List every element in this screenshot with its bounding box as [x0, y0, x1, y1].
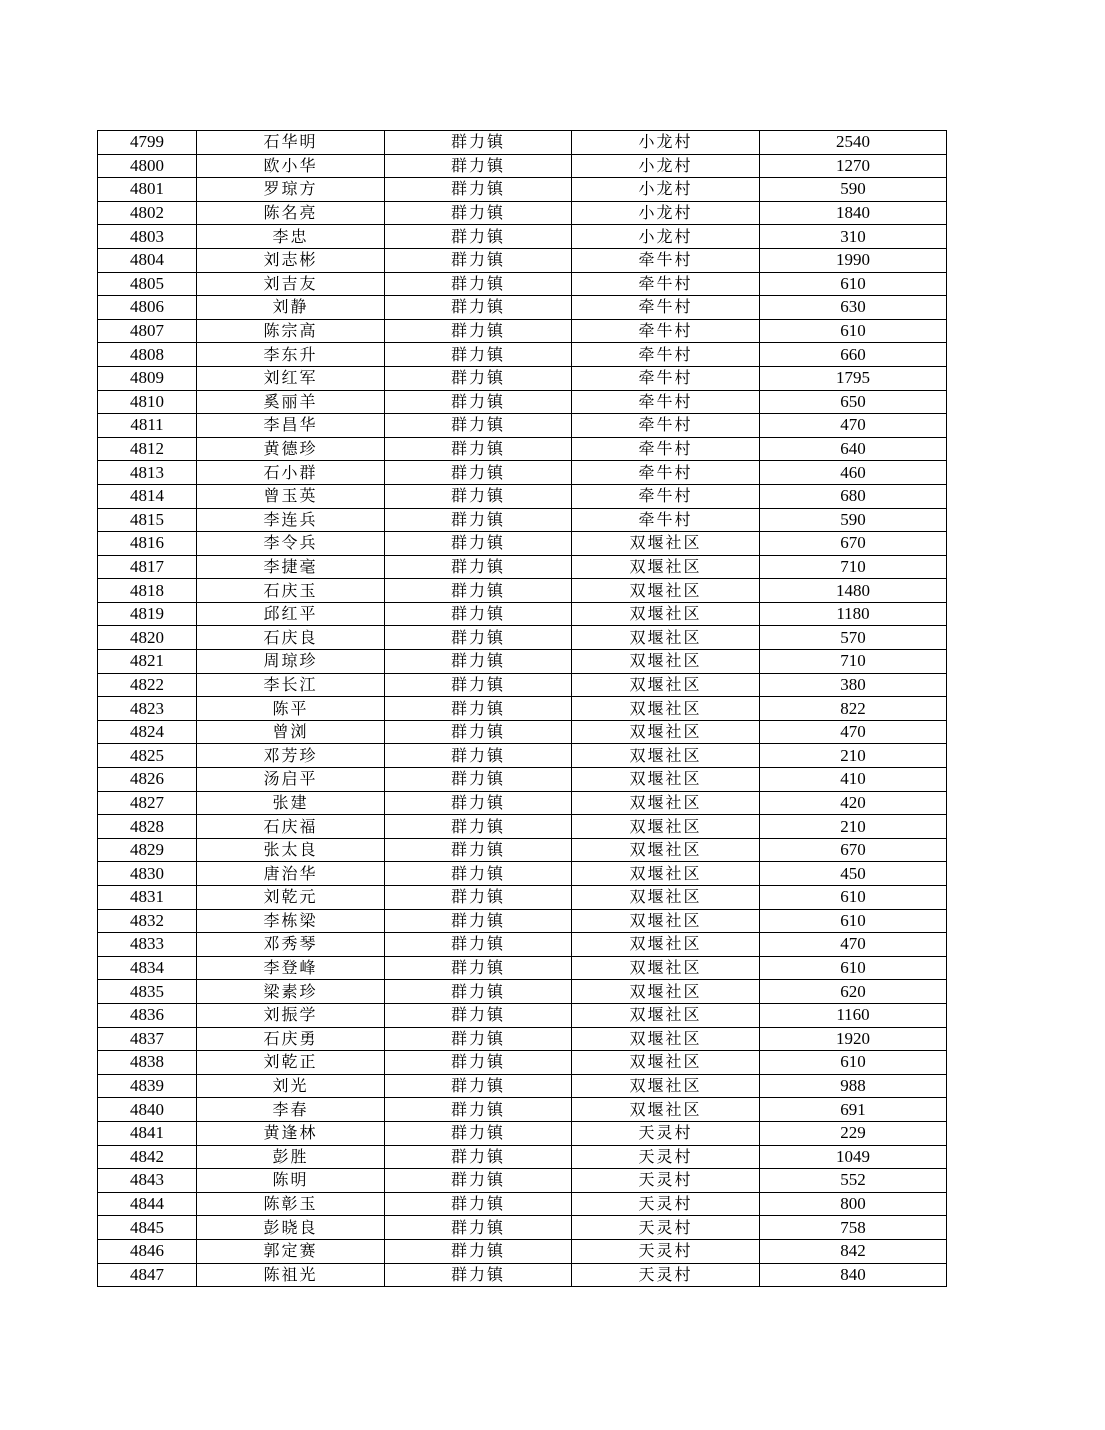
amount-cell: 410 — [760, 768, 947, 792]
village-cell: 双堰社区 — [572, 933, 760, 957]
row-number-cell: 4844 — [98, 1192, 197, 1216]
town-cell: 群力镇 — [385, 461, 572, 485]
row-number-cell: 4818 — [98, 579, 197, 603]
row-number-cell: 4799 — [98, 131, 197, 155]
town-cell: 群力镇 — [385, 909, 572, 933]
town-cell: 群力镇 — [385, 673, 572, 697]
village-cell: 天灵村 — [572, 1239, 760, 1263]
table-row — [98, 437, 947, 461]
amount-cell: 610 — [760, 909, 947, 933]
name-cell: 欧小华 — [197, 154, 385, 178]
row-number-cell: 4845 — [98, 1216, 197, 1240]
row-number-cell: 4837 — [98, 1027, 197, 1051]
town-cell: 群力镇 — [385, 886, 572, 910]
name-cell: 邱红平 — [197, 602, 385, 626]
table-row — [98, 933, 947, 957]
village-cell: 小龙村 — [572, 201, 760, 225]
name-cell: 张太良 — [197, 838, 385, 862]
amount-cell: 1795 — [760, 366, 947, 390]
name-cell: 周琼珍 — [197, 650, 385, 674]
town-cell: 群力镇 — [385, 815, 572, 839]
town-cell: 群力镇 — [385, 933, 572, 957]
name-cell: 陈彰玉 — [197, 1192, 385, 1216]
amount-cell: 2540 — [760, 131, 947, 155]
row-number-cell: 4811 — [98, 414, 197, 438]
amount-cell: 460 — [760, 461, 947, 485]
name-cell: 邓秀琴 — [197, 933, 385, 957]
table-row — [98, 626, 947, 650]
row-number-cell: 4814 — [98, 484, 197, 508]
row-number-cell: 4808 — [98, 343, 197, 367]
name-cell: 曾玉英 — [197, 484, 385, 508]
name-cell: 李连兵 — [197, 508, 385, 532]
row-number-cell: 4815 — [98, 508, 197, 532]
amount-cell: 630 — [760, 296, 947, 320]
name-cell: 石庆良 — [197, 626, 385, 650]
amount-cell: 670 — [760, 838, 947, 862]
name-cell: 李昌华 — [197, 414, 385, 438]
amount-cell: 988 — [760, 1074, 947, 1098]
name-cell: 刘乾元 — [197, 886, 385, 910]
name-cell: 陈明 — [197, 1169, 385, 1193]
table-row — [98, 154, 947, 178]
town-cell: 群力镇 — [385, 532, 572, 556]
town-cell: 群力镇 — [385, 579, 572, 603]
village-cell: 双堰社区 — [572, 886, 760, 910]
row-number-cell: 4841 — [98, 1121, 197, 1145]
name-cell: 石庆玉 — [197, 579, 385, 603]
table-row — [98, 720, 947, 744]
village-cell: 双堰社区 — [572, 956, 760, 980]
town-cell: 群力镇 — [385, 1074, 572, 1098]
village-cell: 天灵村 — [572, 1145, 760, 1169]
village-cell: 牵牛村 — [572, 461, 760, 485]
town-cell: 群力镇 — [385, 414, 572, 438]
table-row — [98, 390, 947, 414]
table-row — [98, 838, 947, 862]
village-cell: 牵牛村 — [572, 343, 760, 367]
row-number-cell: 4813 — [98, 461, 197, 485]
amount-cell: 1920 — [760, 1027, 947, 1051]
table-row — [98, 1169, 947, 1193]
village-cell: 牵牛村 — [572, 437, 760, 461]
name-cell: 唐治华 — [197, 862, 385, 886]
row-number-cell: 4826 — [98, 768, 197, 792]
table-row — [98, 791, 947, 815]
amount-cell: 650 — [760, 390, 947, 414]
amount-cell: 620 — [760, 980, 947, 1004]
town-cell: 群力镇 — [385, 1027, 572, 1051]
table-row — [98, 886, 947, 910]
table-row — [98, 650, 947, 674]
amount-cell: 610 — [760, 1051, 947, 1075]
name-cell: 刘乾正 — [197, 1051, 385, 1075]
amount-cell: 758 — [760, 1216, 947, 1240]
name-cell: 郭定赛 — [197, 1239, 385, 1263]
row-number-cell: 4834 — [98, 956, 197, 980]
name-cell: 刘吉友 — [197, 272, 385, 296]
row-number-cell: 4800 — [98, 154, 197, 178]
town-cell: 群力镇 — [385, 697, 572, 721]
village-cell: 双堰社区 — [572, 602, 760, 626]
row-number-cell: 4827 — [98, 791, 197, 815]
row-number-cell: 4839 — [98, 1074, 197, 1098]
table-row — [98, 366, 947, 390]
table-row — [98, 319, 947, 343]
town-cell: 群力镇 — [385, 201, 572, 225]
town-cell: 群力镇 — [385, 343, 572, 367]
table-row — [98, 1003, 947, 1027]
amount-cell: 822 — [760, 697, 947, 721]
town-cell: 群力镇 — [385, 154, 572, 178]
row-number-cell: 4821 — [98, 650, 197, 674]
village-cell: 双堰社区 — [572, 1027, 760, 1051]
amount-cell: 670 — [760, 532, 947, 556]
name-cell: 曾浏 — [197, 720, 385, 744]
name-cell: 刘静 — [197, 296, 385, 320]
row-number-cell: 4801 — [98, 178, 197, 202]
village-cell: 牵牛村 — [572, 272, 760, 296]
amount-cell: 1049 — [760, 1145, 947, 1169]
amount-cell: 710 — [760, 650, 947, 674]
name-cell: 陈祖光 — [197, 1263, 385, 1287]
row-number-cell: 4833 — [98, 933, 197, 957]
amount-cell: 210 — [760, 815, 947, 839]
town-cell: 群力镇 — [385, 602, 572, 626]
amount-cell: 470 — [760, 933, 947, 957]
roster-table — [97, 130, 947, 1287]
table-row — [98, 815, 947, 839]
village-cell: 天灵村 — [572, 1192, 760, 1216]
amount-cell: 710 — [760, 555, 947, 579]
roster-table-body — [98, 131, 947, 1287]
amount-cell: 610 — [760, 956, 947, 980]
amount-cell: 1160 — [760, 1003, 947, 1027]
row-number-cell: 4825 — [98, 744, 197, 768]
name-cell: 彭晓良 — [197, 1216, 385, 1240]
name-cell: 陈平 — [197, 697, 385, 721]
row-number-cell: 4824 — [98, 720, 197, 744]
town-cell: 群力镇 — [385, 366, 572, 390]
village-cell: 牵牛村 — [572, 414, 760, 438]
name-cell: 李登峰 — [197, 956, 385, 980]
town-cell: 群力镇 — [385, 131, 572, 155]
town-cell: 群力镇 — [385, 838, 572, 862]
town-cell: 群力镇 — [385, 744, 572, 768]
amount-cell: 210 — [760, 744, 947, 768]
village-cell: 天灵村 — [572, 1121, 760, 1145]
village-cell: 双堰社区 — [572, 980, 760, 1004]
row-number-cell: 4840 — [98, 1098, 197, 1122]
town-cell: 群力镇 — [385, 1216, 572, 1240]
table-row — [98, 225, 947, 249]
table-row — [98, 1216, 947, 1240]
town-cell: 群力镇 — [385, 720, 572, 744]
amount-cell: 470 — [760, 720, 947, 744]
table-row — [98, 1027, 947, 1051]
village-cell: 双堰社区 — [572, 697, 760, 721]
town-cell: 群力镇 — [385, 178, 572, 202]
village-cell: 牵牛村 — [572, 296, 760, 320]
town-cell: 群力镇 — [385, 791, 572, 815]
town-cell: 群力镇 — [385, 1239, 572, 1263]
name-cell: 梁素珍 — [197, 980, 385, 1004]
row-number-cell: 4805 — [98, 272, 197, 296]
village-cell: 双堰社区 — [572, 555, 760, 579]
row-number-cell: 4812 — [98, 437, 197, 461]
town-cell: 群力镇 — [385, 626, 572, 650]
table-row — [98, 296, 947, 320]
row-number-cell: 4823 — [98, 697, 197, 721]
amount-cell: 610 — [760, 319, 947, 343]
table-row — [98, 768, 947, 792]
village-cell: 双堰社区 — [572, 862, 760, 886]
town-cell: 群力镇 — [385, 956, 572, 980]
town-cell: 群力镇 — [385, 296, 572, 320]
table-row — [98, 1145, 947, 1169]
table-row — [98, 1074, 947, 1098]
row-number-cell: 4806 — [98, 296, 197, 320]
amount-cell: 420 — [760, 791, 947, 815]
amount-cell: 380 — [760, 673, 947, 697]
village-cell: 双堰社区 — [572, 838, 760, 862]
village-cell: 牵牛村 — [572, 508, 760, 532]
row-number-cell: 4828 — [98, 815, 197, 839]
amount-cell: 310 — [760, 225, 947, 249]
amount-cell: 450 — [760, 862, 947, 886]
row-number-cell: 4802 — [98, 201, 197, 225]
table-row — [98, 1051, 947, 1075]
village-cell: 天灵村 — [572, 1263, 760, 1287]
row-number-cell: 4807 — [98, 319, 197, 343]
name-cell: 邓芳珍 — [197, 744, 385, 768]
amount-cell: 660 — [760, 343, 947, 367]
town-cell: 群力镇 — [385, 768, 572, 792]
village-cell: 双堰社区 — [572, 791, 760, 815]
amount-cell: 1990 — [760, 248, 947, 272]
row-number-cell: 4819 — [98, 602, 197, 626]
name-cell: 刘志彬 — [197, 248, 385, 272]
table-row — [98, 1098, 947, 1122]
village-cell: 小龙村 — [572, 225, 760, 249]
table-row — [98, 862, 947, 886]
village-cell: 双堰社区 — [572, 768, 760, 792]
name-cell: 石华明 — [197, 131, 385, 155]
amount-cell: 552 — [760, 1169, 947, 1193]
town-cell: 群力镇 — [385, 1169, 572, 1193]
town-cell: 群力镇 — [385, 484, 572, 508]
table-row — [98, 909, 947, 933]
row-number-cell: 4816 — [98, 532, 197, 556]
amount-cell: 1840 — [760, 201, 947, 225]
town-cell: 群力镇 — [385, 390, 572, 414]
town-cell: 群力镇 — [385, 1121, 572, 1145]
village-cell: 双堰社区 — [572, 720, 760, 744]
name-cell: 刘红军 — [197, 366, 385, 390]
row-number-cell: 4804 — [98, 248, 197, 272]
town-cell: 群力镇 — [385, 319, 572, 343]
village-cell: 双堰社区 — [572, 1098, 760, 1122]
town-cell: 群力镇 — [385, 862, 572, 886]
name-cell: 石庆福 — [197, 815, 385, 839]
table-row — [98, 956, 947, 980]
town-cell: 群力镇 — [385, 980, 572, 1004]
name-cell: 汤启平 — [197, 768, 385, 792]
row-number-cell: 4843 — [98, 1169, 197, 1193]
amount-cell: 1180 — [760, 602, 947, 626]
amount-cell: 840 — [760, 1263, 947, 1287]
town-cell: 群力镇 — [385, 508, 572, 532]
name-cell: 李东升 — [197, 343, 385, 367]
village-cell: 双堰社区 — [572, 815, 760, 839]
table-row — [98, 461, 947, 485]
row-number-cell: 4831 — [98, 886, 197, 910]
table-row — [98, 980, 947, 1004]
name-cell: 彭胜 — [197, 1145, 385, 1169]
row-number-cell: 4830 — [98, 862, 197, 886]
name-cell: 黄德珍 — [197, 437, 385, 461]
amount-cell: 610 — [760, 272, 947, 296]
name-cell: 张建 — [197, 791, 385, 815]
village-cell: 双堰社区 — [572, 532, 760, 556]
table-row — [98, 508, 947, 532]
name-cell: 李栋梁 — [197, 909, 385, 933]
amount-cell: 691 — [760, 1098, 947, 1122]
table-row — [98, 1263, 947, 1287]
row-number-cell: 4817 — [98, 555, 197, 579]
village-cell: 双堰社区 — [572, 909, 760, 933]
town-cell: 群力镇 — [385, 225, 572, 249]
name-cell: 黄逢林 — [197, 1121, 385, 1145]
name-cell: 石庆勇 — [197, 1027, 385, 1051]
row-number-cell: 4835 — [98, 980, 197, 1004]
village-cell: 天灵村 — [572, 1169, 760, 1193]
village-cell: 双堰社区 — [572, 1003, 760, 1027]
village-cell: 小龙村 — [572, 154, 760, 178]
row-number-cell: 4809 — [98, 366, 197, 390]
name-cell: 石小群 — [197, 461, 385, 485]
table-row — [98, 555, 947, 579]
village-cell: 牵牛村 — [572, 484, 760, 508]
town-cell: 群力镇 — [385, 248, 572, 272]
table-row — [98, 414, 947, 438]
village-cell: 牵牛村 — [572, 390, 760, 414]
table-row — [98, 744, 947, 768]
row-number-cell: 4836 — [98, 1003, 197, 1027]
town-cell: 群力镇 — [385, 1145, 572, 1169]
table-row — [98, 248, 947, 272]
row-number-cell: 4803 — [98, 225, 197, 249]
amount-cell: 570 — [760, 626, 947, 650]
table-row — [98, 602, 947, 626]
name-cell: 李令兵 — [197, 532, 385, 556]
amount-cell: 590 — [760, 178, 947, 202]
table-row — [98, 1192, 947, 1216]
name-cell: 刘振学 — [197, 1003, 385, 1027]
town-cell: 群力镇 — [385, 650, 572, 674]
name-cell: 陈宗高 — [197, 319, 385, 343]
table-row — [98, 673, 947, 697]
row-number-cell: 4820 — [98, 626, 197, 650]
table-row — [98, 1239, 947, 1263]
row-number-cell: 4832 — [98, 909, 197, 933]
table-row — [98, 532, 947, 556]
amount-cell: 842 — [760, 1239, 947, 1263]
table-row — [98, 131, 947, 155]
village-cell: 双堰社区 — [572, 626, 760, 650]
town-cell: 群力镇 — [385, 1192, 572, 1216]
name-cell: 李忠 — [197, 225, 385, 249]
table-row — [98, 343, 947, 367]
village-cell: 牵牛村 — [572, 248, 760, 272]
row-number-cell: 4822 — [98, 673, 197, 697]
amount-cell: 590 — [760, 508, 947, 532]
table-row — [98, 579, 947, 603]
amount-cell: 800 — [760, 1192, 947, 1216]
town-cell: 群力镇 — [385, 272, 572, 296]
row-number-cell: 4829 — [98, 838, 197, 862]
table-row — [98, 697, 947, 721]
amount-cell: 1270 — [760, 154, 947, 178]
table-row — [98, 1121, 947, 1145]
town-cell: 群力镇 — [385, 1263, 572, 1287]
row-number-cell: 4846 — [98, 1239, 197, 1263]
town-cell: 群力镇 — [385, 555, 572, 579]
name-cell: 奚丽羊 — [197, 390, 385, 414]
name-cell: 陈名亮 — [197, 201, 385, 225]
village-cell: 双堰社区 — [572, 744, 760, 768]
name-cell: 李长江 — [197, 673, 385, 697]
village-cell: 双堰社区 — [572, 1051, 760, 1075]
town-cell: 群力镇 — [385, 1098, 572, 1122]
village-cell: 小龙村 — [572, 131, 760, 155]
village-cell: 双堰社区 — [572, 1074, 760, 1098]
amount-cell: 1480 — [760, 579, 947, 603]
village-cell: 双堰社区 — [572, 650, 760, 674]
table-row — [98, 178, 947, 202]
row-number-cell: 4838 — [98, 1051, 197, 1075]
name-cell: 李捷毫 — [197, 555, 385, 579]
row-number-cell: 4842 — [98, 1145, 197, 1169]
village-cell: 牵牛村 — [572, 319, 760, 343]
village-cell: 双堰社区 — [572, 579, 760, 603]
village-cell: 牵牛村 — [572, 366, 760, 390]
name-cell: 刘光 — [197, 1074, 385, 1098]
row-number-cell: 4810 — [98, 390, 197, 414]
amount-cell: 229 — [760, 1121, 947, 1145]
town-cell: 群力镇 — [385, 437, 572, 461]
table-row — [98, 272, 947, 296]
amount-cell: 680 — [760, 484, 947, 508]
village-cell: 小龙村 — [572, 178, 760, 202]
table-row — [98, 484, 947, 508]
village-cell: 天灵村 — [572, 1216, 760, 1240]
name-cell: 李春 — [197, 1098, 385, 1122]
village-cell: 双堰社区 — [572, 673, 760, 697]
name-cell: 罗琼方 — [197, 178, 385, 202]
town-cell: 群力镇 — [385, 1003, 572, 1027]
amount-cell: 610 — [760, 886, 947, 910]
table-row — [98, 201, 947, 225]
amount-cell: 470 — [760, 414, 947, 438]
town-cell: 群力镇 — [385, 1051, 572, 1075]
row-number-cell: 4847 — [98, 1263, 197, 1287]
amount-cell: 640 — [760, 437, 947, 461]
